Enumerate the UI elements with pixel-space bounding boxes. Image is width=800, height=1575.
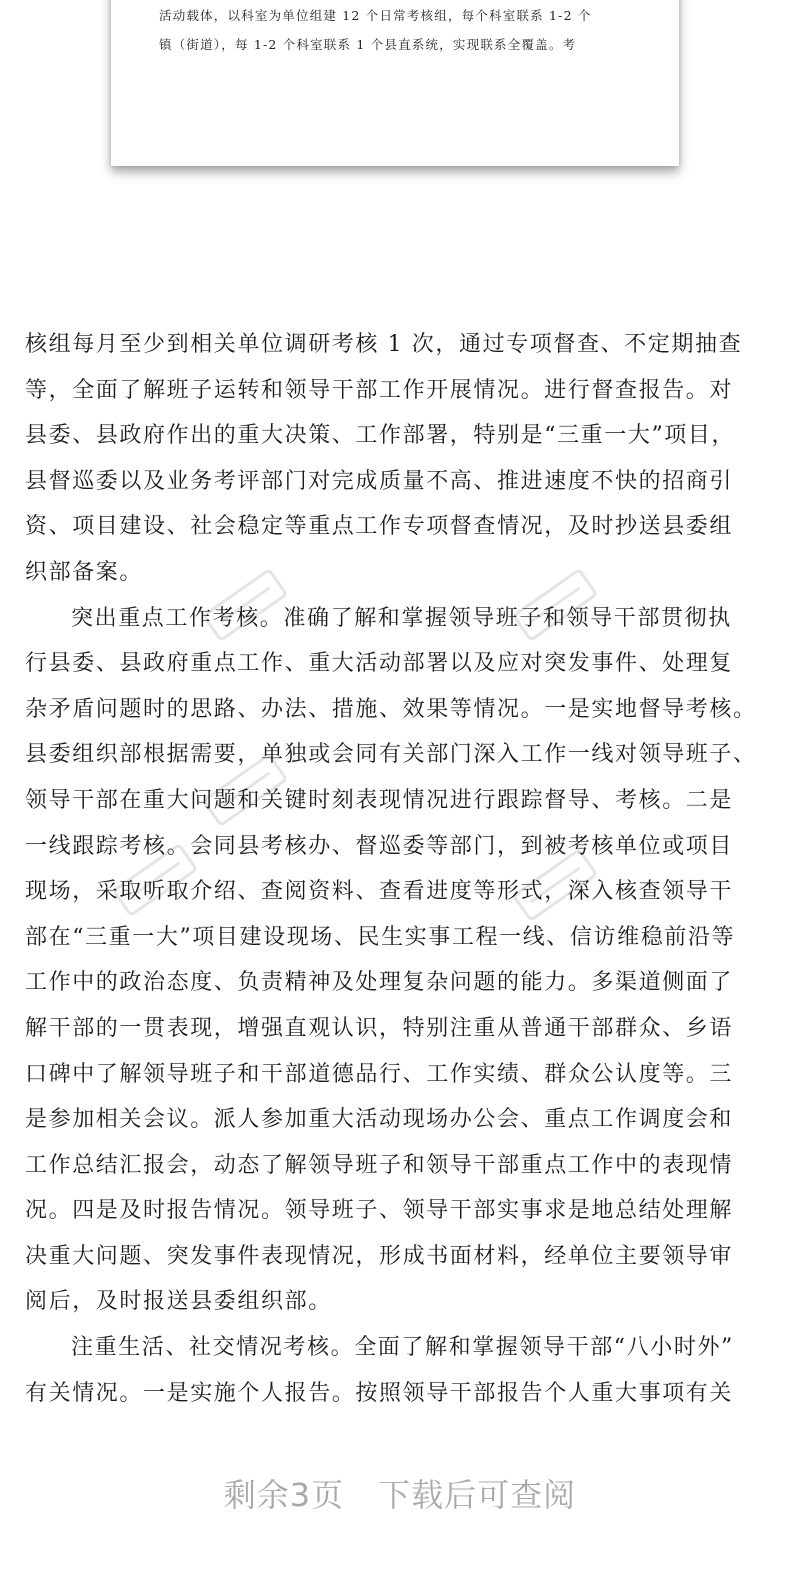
body-line: 工作中的政治态度、负责精神及处理复杂问题的能力。多渠道侧面了 (25, 970, 734, 996)
body-line: 有关情况。一是实施个人报告。按照领导干部报告个人重大事项有关 (25, 1380, 734, 1406)
body-line: 工作总结汇报会，动态了解领导班子和领导干部重点工作中的表现情 (25, 1152, 734, 1178)
preview-line-2: 镇（街道），每 1-2 个科室联系 1 个县直系统，实现联系全覆盖。考 (159, 37, 577, 52)
body-line: 杂矛盾问题时的思路、办法、措施、效果等情况。一是实地督导考核。 (25, 696, 757, 722)
body-line: 决重大问题、突发事件表现情况，形成书面材料，经单位主要领导审 (25, 1243, 734, 1269)
body-line: 注重生活、社交情况考核。全面了解和掌握领导干部“八小时外” (71, 1335, 734, 1361)
body-line: 口碑中了解领导班子和干部道德品行、工作实绩、群众公认度等。三 (25, 1061, 734, 1087)
body-line: 解干部的一贯表现，增强直观认识，特别注重从普通干部群众、乡语 (25, 1015, 734, 1041)
download-to-view-label[interactable]: 下载后可查阅 (378, 1476, 577, 1514)
document-body (25, 322, 785, 1416)
body-line: 等，全面了解班子运转和领导干部工作开展情况。进行督查报告。对 (25, 377, 734, 403)
body-line: 阅后，及时报送县委组织部。 (25, 1289, 332, 1315)
body-line: 领导干部在重大问题和关键时刻表现情况进行跟踪督导、考核。二是 (25, 787, 734, 813)
remaining-pages-label: 剩余3页 (223, 1476, 345, 1514)
body-line: 行县委、县政府重点工作、重大活动部署以及应对突发事件、处理复 (25, 651, 734, 677)
body-line: 县委、县政府作出的重大决策、工作部署，特别是“三重一大”项目， (25, 423, 736, 449)
body-line: 况。四是及时报告情况。领导班子、领导干部实事求是地总结处理解 (25, 1198, 734, 1224)
body-line: 资、项目建设、社会稳定等重点工作专项督查情况，及时抄送县委组 (25, 514, 734, 540)
body-line: 现场，采取听取介绍、查阅资料、查看进度等形式，深入核查领导干 (25, 879, 734, 905)
body-line: 部在“三重一大”项目建设现场、民生实事工程一线、信访维稳前沿等 (25, 924, 736, 950)
download-prompt-banner[interactable] (0, 1470, 800, 1516)
body-line: 一线跟踪考核。会同县考核办、督巡委等部门，到被考核单位或项目 (25, 833, 734, 859)
page-preview-card (111, 0, 679, 166)
body-line: 核组每月至少到相关单位调研考核 1 次，通过专项督查、不定期抽查 (25, 332, 743, 357)
body-line: 县委组织部根据需要，单独或会同有关部门深入工作一线对领导班子、 (25, 742, 757, 768)
body-line: 是参加相关会议。派人参加重大活动现场办公会、重点工作调度会和 (25, 1107, 734, 1133)
preview-line-1: 活动载体，以科室为单位组建 12 个日常考核组，每个科室联系 1-2 个 (159, 8, 592, 23)
body-line: 县督巡委以及业务考评部门对完成质量不高、推进速度不快的招商引 (25, 468, 734, 494)
body-line: 织部备案。 (25, 559, 144, 585)
body-line: 突出重点工作考核。准确了解和掌握领导班子和领导干部贯彻执 (71, 605, 732, 631)
